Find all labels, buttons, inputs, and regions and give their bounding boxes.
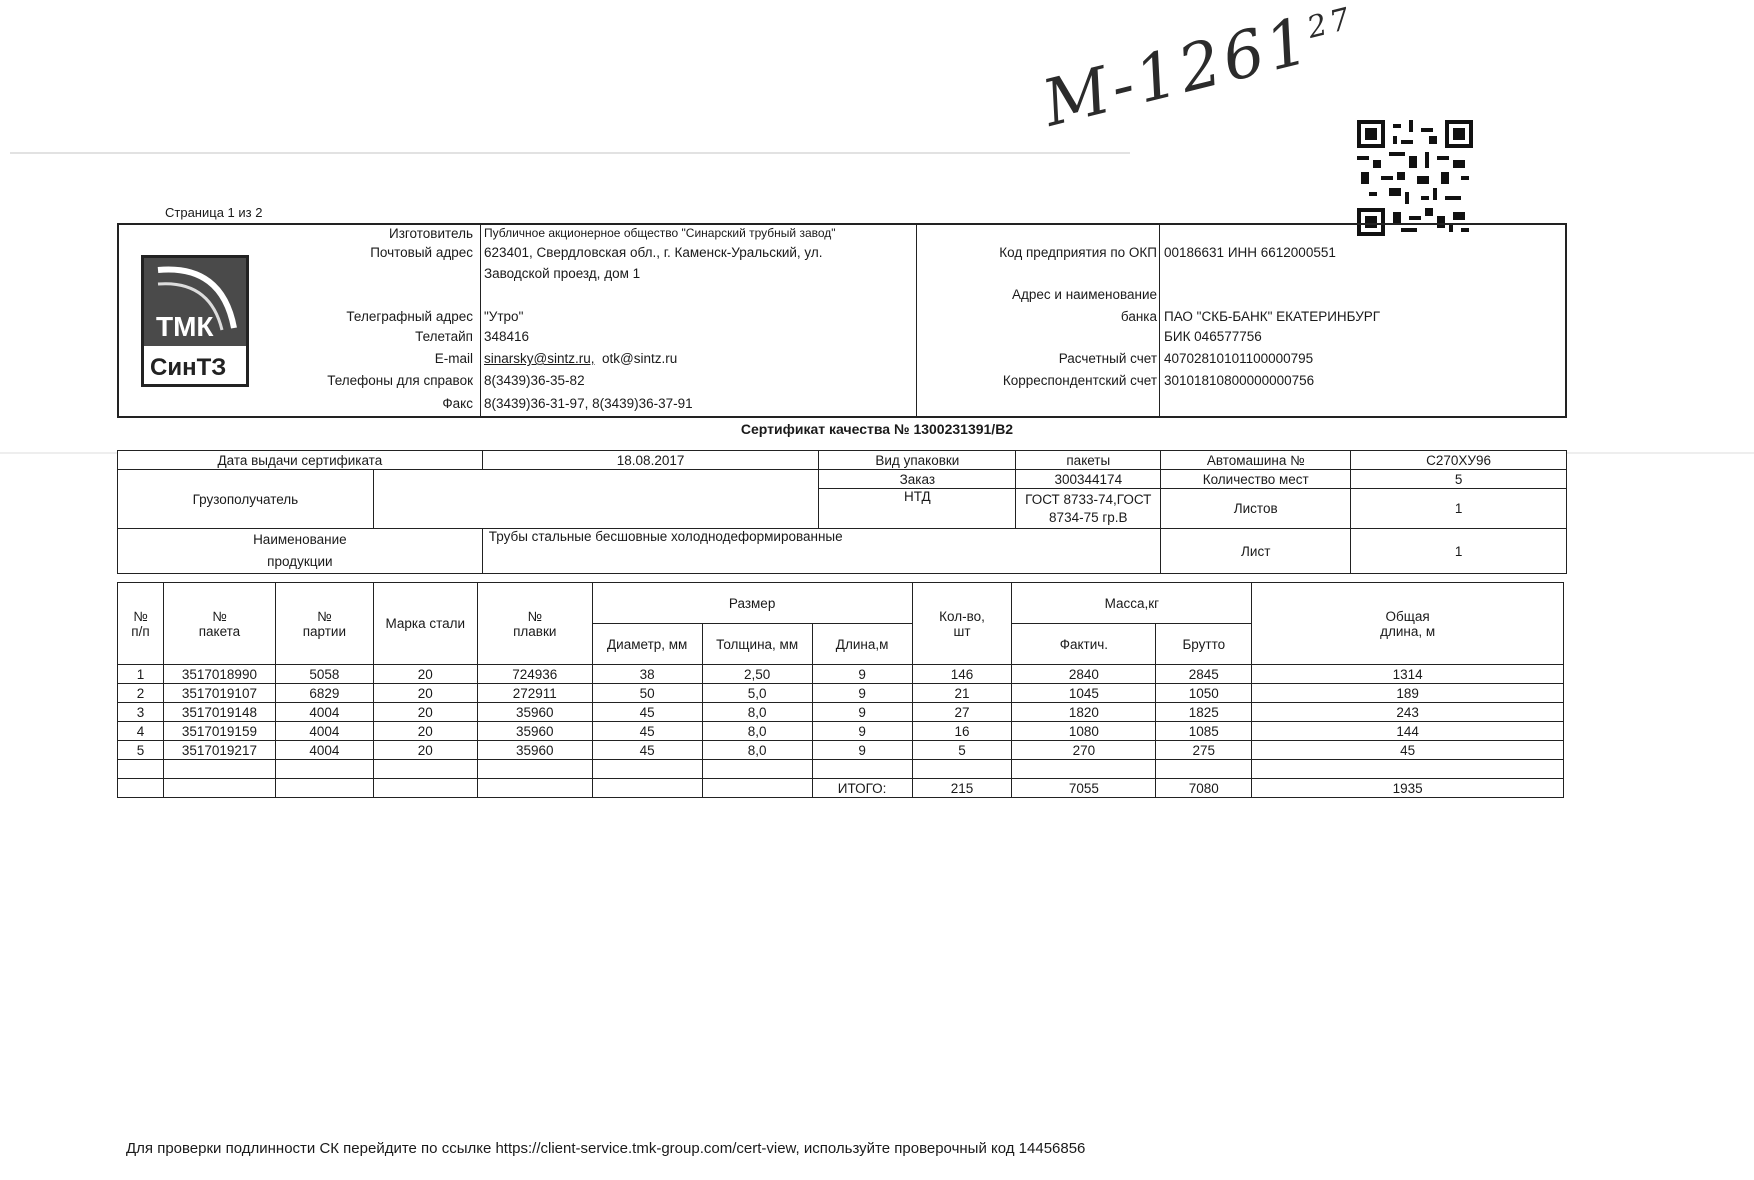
cell-t: 8,0 bbox=[702, 741, 812, 760]
label-manufacturer: Изготовитель bbox=[389, 226, 473, 241]
issue-date-cell: 18.08.2017 bbox=[482, 451, 819, 470]
scan-artifact-line bbox=[10, 152, 1130, 154]
pipes-table bbox=[117, 582, 1564, 798]
total-row bbox=[118, 779, 1564, 798]
cell-t: 5,0 bbox=[702, 684, 812, 703]
bik-value: БИК 046577756 bbox=[1164, 329, 1262, 344]
cell-gross: 1085 bbox=[1156, 722, 1252, 741]
cell-d: 45 bbox=[592, 703, 702, 722]
col-length: Длина,м bbox=[812, 624, 912, 665]
account-value: 40702810101100000795 bbox=[1164, 351, 1314, 366]
cell-pack: 3517019159 bbox=[163, 722, 275, 741]
col-batch: № партии bbox=[275, 583, 373, 665]
email-link-1[interactable]: sinarsky@sintz.ru, bbox=[484, 351, 595, 366]
telegraph-value: "Утро" bbox=[484, 309, 524, 324]
cell-n: 3 bbox=[118, 703, 164, 722]
total-actual-mass: 7055 bbox=[1012, 779, 1156, 798]
product-name: Трубы стальные бесшовные холоднодеформированные bbox=[482, 529, 1161, 574]
cell-q: 146 bbox=[912, 665, 1012, 684]
cell-len: 45 bbox=[1252, 741, 1564, 760]
cell-d: 45 bbox=[592, 722, 702, 741]
packing-label-cell: Вид упаковки bbox=[819, 451, 1016, 470]
cell-steel: 20 bbox=[373, 741, 477, 760]
cell-l: 9 bbox=[812, 665, 912, 684]
cell-pack: 3517019107 bbox=[163, 684, 275, 703]
sheets-value: 1 bbox=[1351, 489, 1567, 529]
cell-q: 5 bbox=[912, 741, 1012, 760]
ntd-value: ГОСТ 8733-74,ГОСТ 8734-75 гр.В bbox=[1016, 489, 1161, 529]
cell-fact: 1045 bbox=[1012, 684, 1156, 703]
bank-value: ПАО "СКБ-БАНК" ЕКАТЕРИНБУРГ bbox=[1164, 309, 1381, 324]
cell-fact: 270 bbox=[1012, 741, 1156, 760]
cell-len: 243 bbox=[1252, 703, 1564, 722]
postal-address-line1: 623401, Свердловская обл., г. Каменск-Уральский, ул. bbox=[484, 245, 823, 260]
label-bank-1: Адрес и наименование bbox=[1012, 287, 1157, 302]
label-bank-2: банка bbox=[1120, 309, 1157, 324]
cell-gross: 1050 bbox=[1156, 684, 1252, 703]
phones-value: 8(3439)36-35-82 bbox=[484, 373, 585, 388]
cell-melt: 272911 bbox=[477, 684, 592, 703]
cell-batch: 4004 bbox=[275, 741, 373, 760]
cell-pack: 3517019217 bbox=[163, 741, 275, 760]
table-row bbox=[118, 741, 1564, 760]
label-fax: Факс bbox=[442, 396, 473, 411]
cell-steel: 20 bbox=[373, 703, 477, 722]
col-mass: Масса,кг bbox=[1012, 583, 1252, 624]
col-melt: № плавки bbox=[477, 583, 592, 665]
col-diameter: Диаметр, мм bbox=[592, 624, 702, 665]
svg-text:СинТЗ: СинТЗ bbox=[150, 354, 227, 381]
table-row bbox=[118, 703, 1564, 722]
certificate-info-grid bbox=[117, 450, 1567, 574]
email-values bbox=[484, 351, 677, 366]
cell-t: 8,0 bbox=[702, 703, 812, 722]
sheet-value: 1 bbox=[1351, 529, 1567, 574]
cell-d: 45 bbox=[592, 741, 702, 760]
col-num: № п/п bbox=[118, 583, 164, 665]
okp-value: 00186631 ИНН 6612000551 bbox=[1164, 245, 1336, 260]
truck-value-cell: С270ХУ96 bbox=[1351, 451, 1567, 470]
cell-pack: 3517019148 bbox=[163, 703, 275, 722]
page-number: Страница 1 из 2 bbox=[165, 205, 263, 220]
cell-pack: 3517018990 bbox=[163, 665, 275, 684]
order-label: Заказ bbox=[819, 470, 1016, 489]
product-label: Наименование продукции bbox=[118, 529, 483, 574]
company-header bbox=[117, 223, 1567, 418]
total-label: ИТОГО: bbox=[812, 779, 912, 798]
cell-l: 9 bbox=[812, 684, 912, 703]
label-email: E-mail bbox=[434, 351, 473, 366]
col-thickness: Толщина, мм bbox=[702, 624, 812, 665]
col-qty: Кол-во, шт bbox=[912, 583, 1012, 665]
svg-text:ТМК: ТМК bbox=[156, 311, 214, 342]
col-steel: Марка стали bbox=[373, 583, 477, 665]
label-okp: Код предприятия по ОКП bbox=[999, 245, 1157, 260]
col-size: Размер bbox=[592, 583, 912, 624]
cell-melt: 35960 bbox=[477, 741, 592, 760]
cell-gross: 1825 bbox=[1156, 703, 1252, 722]
manufacturer-value: Публичное акционерное общество "Синарский трубный завод" bbox=[484, 226, 836, 240]
cell-melt: 724936 bbox=[477, 665, 592, 684]
qr-code bbox=[1355, 120, 1475, 236]
sheet-label: Лист bbox=[1161, 529, 1351, 574]
consignee-value bbox=[373, 470, 819, 529]
tmk-sintz-logo bbox=[141, 255, 249, 387]
consignee-label: Грузополучатель bbox=[118, 470, 374, 529]
label-corr-account: Корреспондентский счет bbox=[1002, 373, 1157, 388]
label-telegraph: Телеграфный адрес bbox=[346, 309, 473, 324]
cell-l: 9 bbox=[812, 722, 912, 741]
label-account: Расчетный счет bbox=[1058, 351, 1157, 366]
col-total-length: Общая длина, м bbox=[1252, 583, 1564, 665]
cell-fact: 1080 bbox=[1012, 722, 1156, 741]
cell-gross: 275 bbox=[1156, 741, 1252, 760]
cell-fact: 1820 bbox=[1012, 703, 1156, 722]
col-actual-mass: Фактич. bbox=[1012, 624, 1156, 665]
truck-label-cell: Автомашина № bbox=[1161, 451, 1351, 470]
cell-n: 5 bbox=[118, 741, 164, 760]
cell-steel: 20 bbox=[373, 684, 477, 703]
cell-d: 38 bbox=[592, 665, 702, 684]
cell-q: 16 bbox=[912, 722, 1012, 741]
table-row bbox=[118, 665, 1564, 684]
ntd-label: НТД bbox=[819, 489, 1016, 529]
col-pack: № пакета bbox=[163, 583, 275, 665]
col-gross-mass: Брутто bbox=[1156, 624, 1252, 665]
cell-batch: 5058 bbox=[275, 665, 373, 684]
table-header-row bbox=[118, 583, 1564, 624]
label-postal-address: Почтовый адрес bbox=[370, 245, 473, 260]
sheets-label: Листов bbox=[1161, 489, 1351, 529]
table-row bbox=[118, 722, 1564, 741]
label-teletype: Телетайп bbox=[415, 329, 473, 344]
cell-batch: 4004 bbox=[275, 703, 373, 722]
handwritten-note: М-1261$^{27}$ bbox=[1035, 0, 1358, 142]
cell-t: 8,0 bbox=[702, 722, 812, 741]
cell-melt: 35960 bbox=[477, 722, 592, 741]
cell-steel: 20 bbox=[373, 722, 477, 741]
issue-date-label-cell: Дата выдачи сертификата bbox=[118, 451, 483, 470]
teletype-value: 348416 bbox=[484, 329, 530, 344]
cell-steel: 20 bbox=[373, 665, 477, 684]
verification-footer: Для проверки подлинности СК перейдите по ссылке https://client-service.tmk-group.com/cert-view, используйте проверочный код 14456856 bbox=[126, 1140, 1086, 1157]
label-phones: Телефоны для справок bbox=[327, 373, 473, 388]
cell-fact: 2840 bbox=[1012, 665, 1156, 684]
order-value: 300344174 bbox=[1016, 470, 1161, 489]
table-row bbox=[118, 684, 1564, 703]
cell-n: 4 bbox=[118, 722, 164, 741]
cell-n: 2 bbox=[118, 684, 164, 703]
cell-t: 2,50 bbox=[702, 665, 812, 684]
cell-gross: 2845 bbox=[1156, 665, 1252, 684]
cell-d: 50 bbox=[592, 684, 702, 703]
places-value: 5 bbox=[1351, 470, 1567, 489]
cell-len: 189 bbox=[1252, 684, 1564, 703]
fax-value: 8(3439)36-31-97, 8(3439)36-37-91 bbox=[484, 396, 693, 411]
cell-l: 9 bbox=[812, 741, 912, 760]
cell-len: 144 bbox=[1252, 722, 1564, 741]
cell-batch: 4004 bbox=[275, 722, 373, 741]
cell-len: 1314 bbox=[1252, 665, 1564, 684]
email-link-2[interactable]: otk@sintz.ru bbox=[602, 351, 678, 366]
total-length: 1935 bbox=[1252, 779, 1564, 798]
postal-address-line2: Заводской проезд, дом 1 bbox=[484, 266, 641, 281]
cell-q: 27 bbox=[912, 703, 1012, 722]
packing-value-cell: пакеты bbox=[1016, 451, 1161, 470]
cell-melt: 35960 bbox=[477, 703, 592, 722]
places-label: Количество мест bbox=[1161, 470, 1351, 489]
cell-batch: 6829 bbox=[275, 684, 373, 703]
cell-n: 1 bbox=[118, 665, 164, 684]
certificate-title: Сертификат качества № 1300231391/В2 bbox=[740, 421, 1014, 437]
total-gross-mass: 7080 bbox=[1156, 779, 1252, 798]
corr-account-value: 30101810800000000756 bbox=[1164, 373, 1315, 388]
cell-l: 9 bbox=[812, 703, 912, 722]
blank-row bbox=[118, 760, 1564, 779]
cell-q: 21 bbox=[912, 684, 1012, 703]
total-qty: 215 bbox=[912, 779, 1012, 798]
